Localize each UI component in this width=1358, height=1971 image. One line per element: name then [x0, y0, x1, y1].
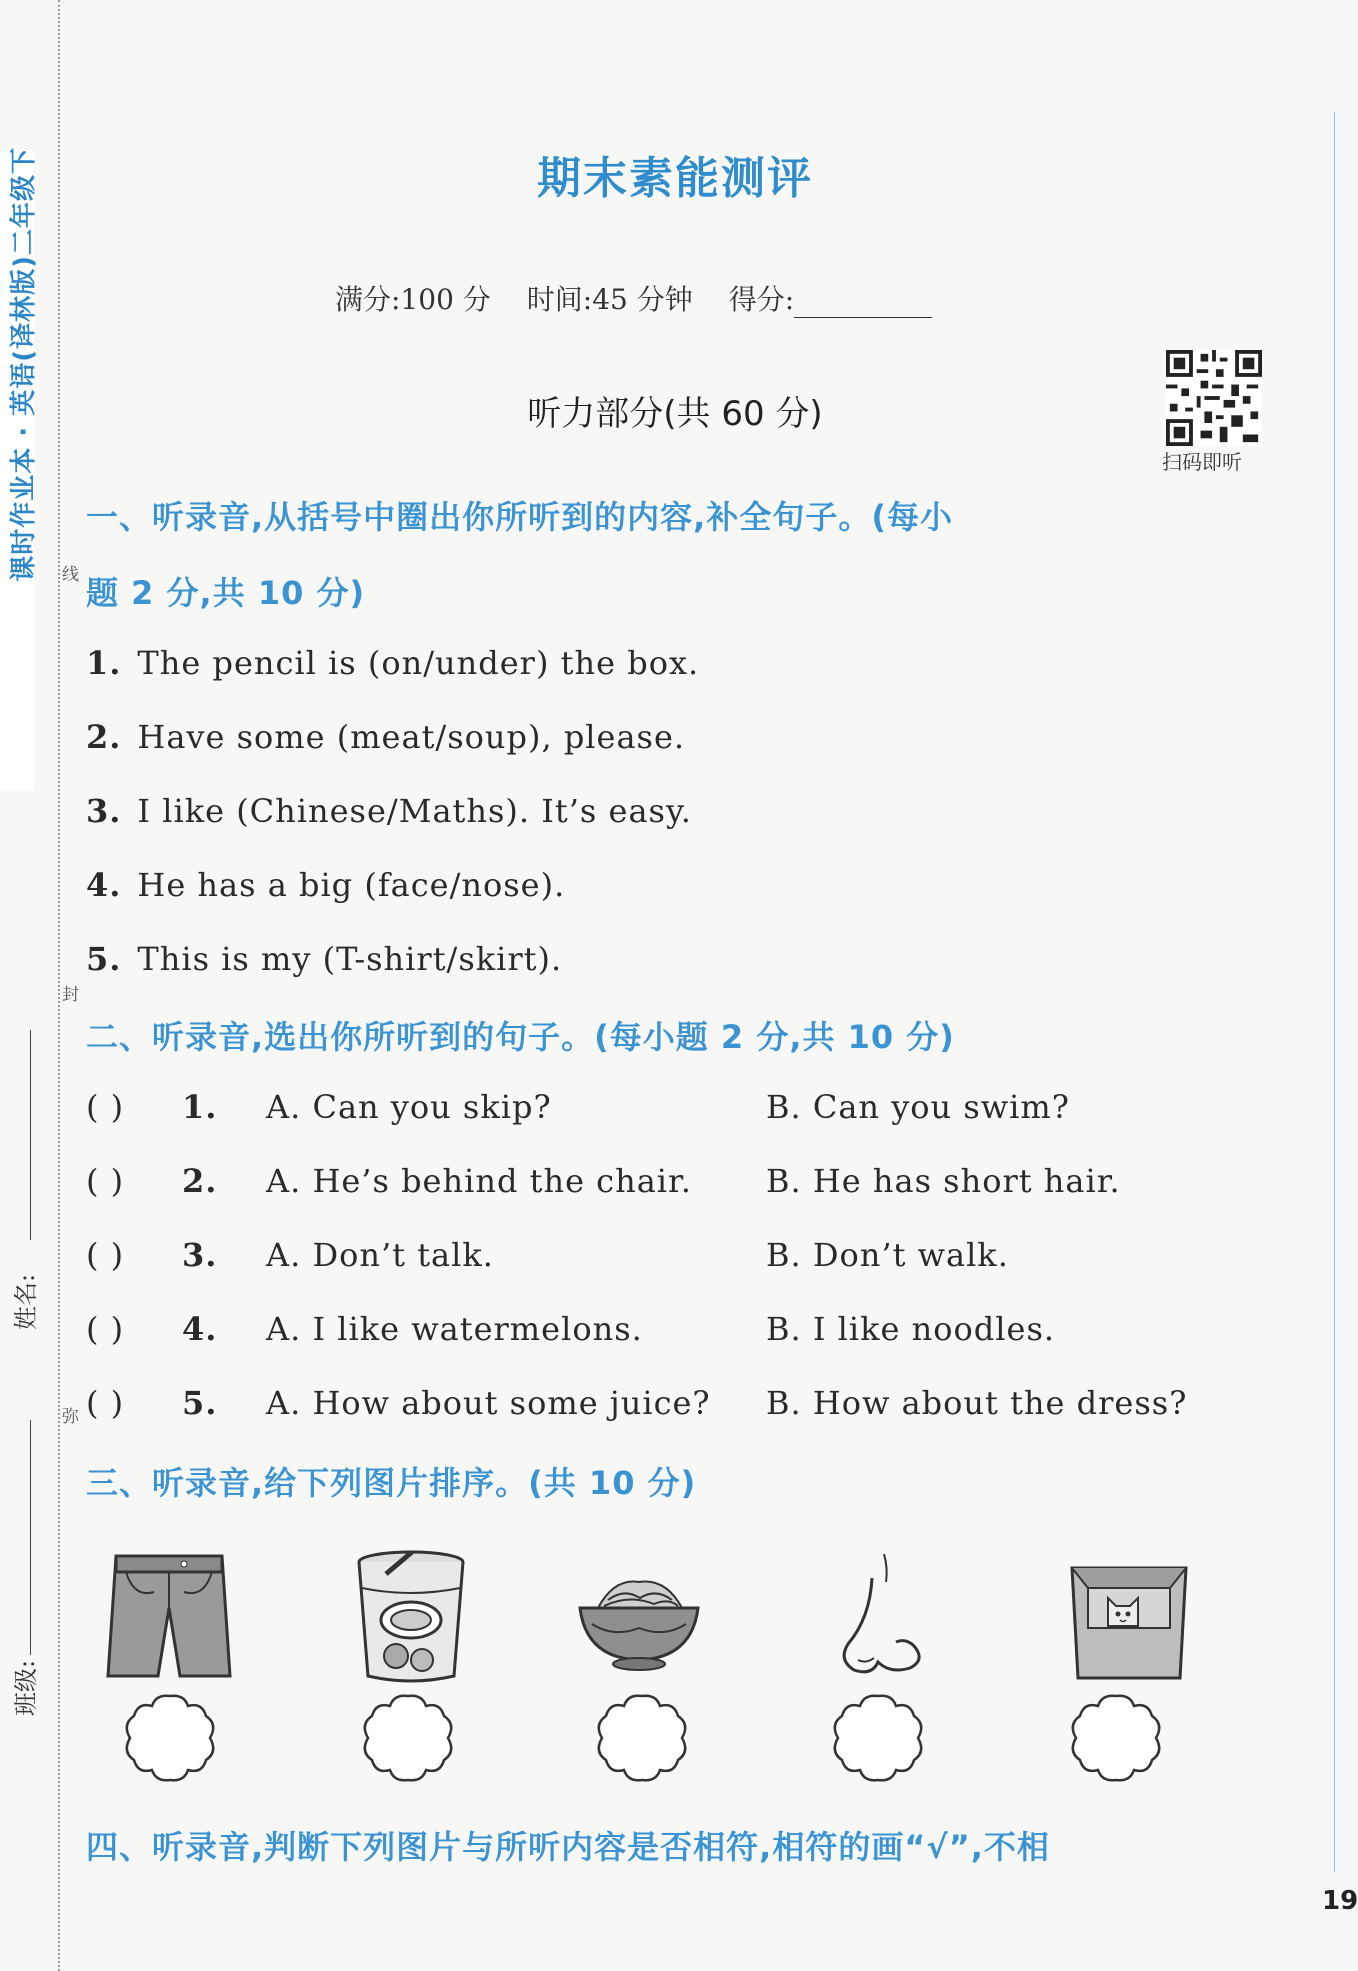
section3-heading: 三、听录音,给下列图片排序。(共 10 分)	[86, 1464, 697, 1502]
juice-cup-picture	[346, 1548, 476, 1688]
answer-paren[interactable]: ( )	[86, 1088, 125, 1126]
class-blank-line	[30, 1420, 31, 1655]
item-number: 5.	[86, 940, 122, 978]
item-number: 3.	[182, 1236, 218, 1274]
score-blank[interactable]	[794, 287, 932, 318]
option-b: B. Don’t walk.	[766, 1236, 1009, 1274]
order-answer-flower[interactable]	[830, 1690, 926, 1786]
section2-heading: 二、听录音,选出你所听到的句子。(每小题 2 分,共 10 分)	[86, 1018, 955, 1056]
item-number: 5.	[182, 1384, 218, 1422]
item-number: 4.	[86, 866, 122, 904]
cut-mark-close: 弥	[62, 1407, 79, 1427]
noodles-bowl-picture	[574, 1548, 704, 1688]
item-number: 2.	[86, 718, 122, 756]
page-number: 19	[1322, 1886, 1358, 1916]
qr-caption: 扫码即听	[1162, 450, 1242, 474]
shorts-picture	[104, 1548, 234, 1688]
section1-item-1	[86, 644, 699, 682]
section1-item-5	[86, 940, 562, 978]
item-text[interactable]: The pencil is (on/under) the box.	[137, 644, 700, 682]
item-number: 2.	[182, 1162, 218, 1200]
binding-dotted-line	[58, 0, 60, 1971]
qr-code-icon[interactable]	[1166, 350, 1262, 446]
order-answer-flower[interactable]	[594, 1690, 690, 1786]
order-answer-flower[interactable]	[360, 1690, 456, 1786]
option-a: A. I like watermelons.	[266, 1310, 643, 1348]
answer-paren[interactable]: ( )	[86, 1236, 125, 1274]
score-label: 得分:	[728, 283, 795, 316]
option-b: B. He has short hair.	[766, 1162, 1121, 1200]
nose-picture	[818, 1548, 948, 1688]
page-title: 期末素能测评	[537, 153, 813, 204]
section1-item-2	[86, 718, 685, 756]
name-blank-line	[30, 1030, 31, 1240]
section4-heading: 四、听录音,判断下列图片与所听内容是否相符,相符的画“√”,不相	[86, 1828, 1050, 1866]
score-line	[335, 278, 968, 318]
full-score: 满分:100 分	[335, 283, 491, 316]
cut-mark-line: 线	[62, 565, 79, 585]
item-text[interactable]: Have some (meat/soup), please.	[137, 718, 686, 756]
right-margin-rule	[1334, 112, 1335, 1872]
option-a: A. Can you skip?	[266, 1088, 552, 1126]
option-a: A. He’s behind the chair.	[266, 1162, 692, 1200]
cat-in-box-picture	[1064, 1548, 1194, 1688]
option-b: B. I like noodles.	[766, 1310, 1056, 1348]
answer-paren[interactable]: ( )	[86, 1384, 125, 1422]
item-number: 3.	[86, 792, 122, 830]
answer-paren[interactable]: ( )	[86, 1162, 125, 1200]
item-text[interactable]: I like (Chinese/Maths). It’s easy.	[137, 792, 692, 830]
item-number: 4.	[182, 1310, 218, 1348]
answer-paren[interactable]: ( )	[86, 1310, 125, 1348]
section1-heading-line2: 题 2 分,共 10 分)	[86, 574, 366, 612]
option-a: A. Don’t talk.	[266, 1236, 494, 1274]
order-answer-flower[interactable]	[122, 1690, 218, 1786]
option-b: B. How about the dress?	[766, 1384, 1188, 1422]
item-text[interactable]: This is my (T-shirt/skirt).	[137, 940, 563, 978]
listening-part-title: 听力部分(共 60 分)	[527, 394, 823, 434]
spine-brand-text: 课时作业本 · 英语(译林版)二年级下	[9, 147, 39, 582]
time-limit: 时间:45 分钟	[526, 283, 693, 316]
class-label: 班级:	[12, 1659, 40, 1716]
section1-item-4	[86, 866, 565, 904]
section1-item-3	[86, 792, 692, 830]
name-label: 姓名:	[12, 1273, 40, 1330]
order-answer-flower[interactable]	[1068, 1690, 1164, 1786]
option-a: A. How about some juice?	[266, 1384, 711, 1422]
section1-heading-line1: 一、听录音,从括号中圈出你所听到的内容,补全句子。(每小	[86, 498, 953, 536]
item-number: 1.	[182, 1088, 218, 1126]
cut-mark-seal: 封	[62, 985, 79, 1005]
item-number: 1.	[86, 644, 122, 682]
item-text[interactable]: He has a big (face/nose).	[137, 866, 566, 904]
option-b: B. Can you swim?	[766, 1088, 1070, 1126]
